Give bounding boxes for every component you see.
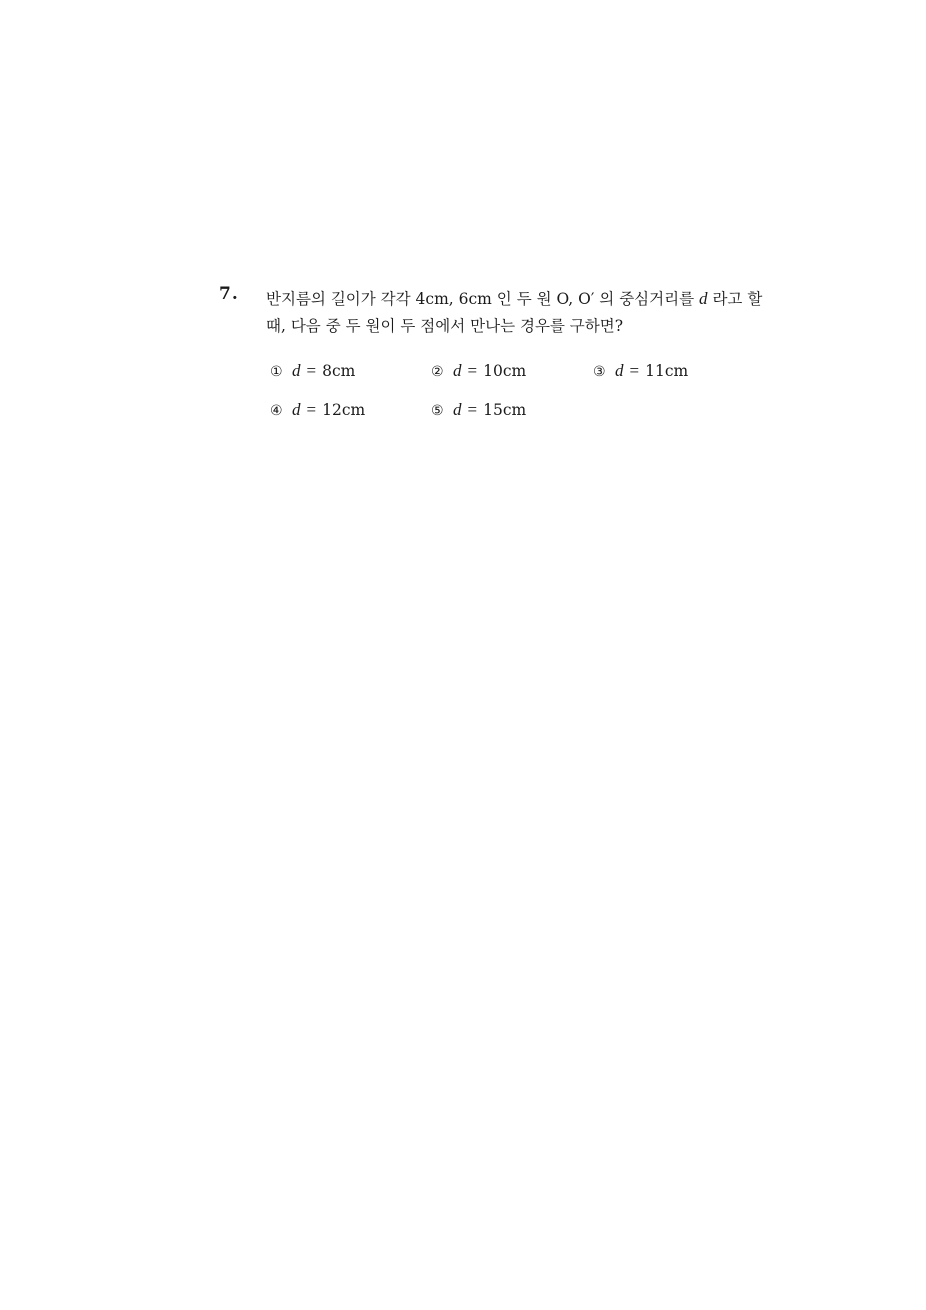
choice-equals: =: [306, 400, 317, 419]
choice-variable: d: [453, 361, 462, 380]
choice-equals: =: [306, 361, 317, 380]
choice-variable: d: [453, 400, 462, 419]
choice-value: 12cm: [322, 401, 366, 419]
choice-3[interactable]: [593, 361, 688, 381]
choice-variable: d: [292, 361, 301, 380]
question-stem-line-1: [266, 285, 766, 313]
choice-value: 10cm: [483, 362, 527, 380]
choice-2[interactable]: [431, 361, 526, 381]
choice-value: 11cm: [645, 362, 689, 380]
choice-5[interactable]: [431, 400, 526, 420]
choice-value: 15cm: [483, 401, 527, 419]
question-number: 7.: [219, 284, 239, 304]
stem-text-2: 라고 할: [712, 290, 763, 308]
question-stem-line-2: 때, 다음 중 두 원이 두 점에서 만나는 경우를 구하면?: [266, 317, 624, 335]
choice-variable: d: [292, 400, 301, 419]
choice-marker: ①: [270, 364, 283, 380]
choice-variable: d: [615, 361, 624, 380]
choice-marker: ②: [431, 364, 444, 380]
choice-4[interactable]: [270, 400, 365, 420]
choice-equals: =: [467, 361, 478, 380]
choice-value: 8cm: [322, 362, 356, 380]
variable-d: d: [699, 289, 708, 308]
question-stem: [266, 285, 766, 340]
choice-equals: =: [629, 361, 640, 380]
choice-marker: ⑤: [431, 403, 444, 419]
choice-marker: ④: [270, 403, 283, 419]
stem-text-1: 반지름의 길이가 각각 4cm, 6cm 인 두 원 O, O′ 의 중심거리를: [266, 290, 695, 308]
choice-marker: ③: [593, 364, 606, 380]
choice-equals: =: [467, 400, 478, 419]
choice-1[interactable]: [270, 361, 355, 381]
